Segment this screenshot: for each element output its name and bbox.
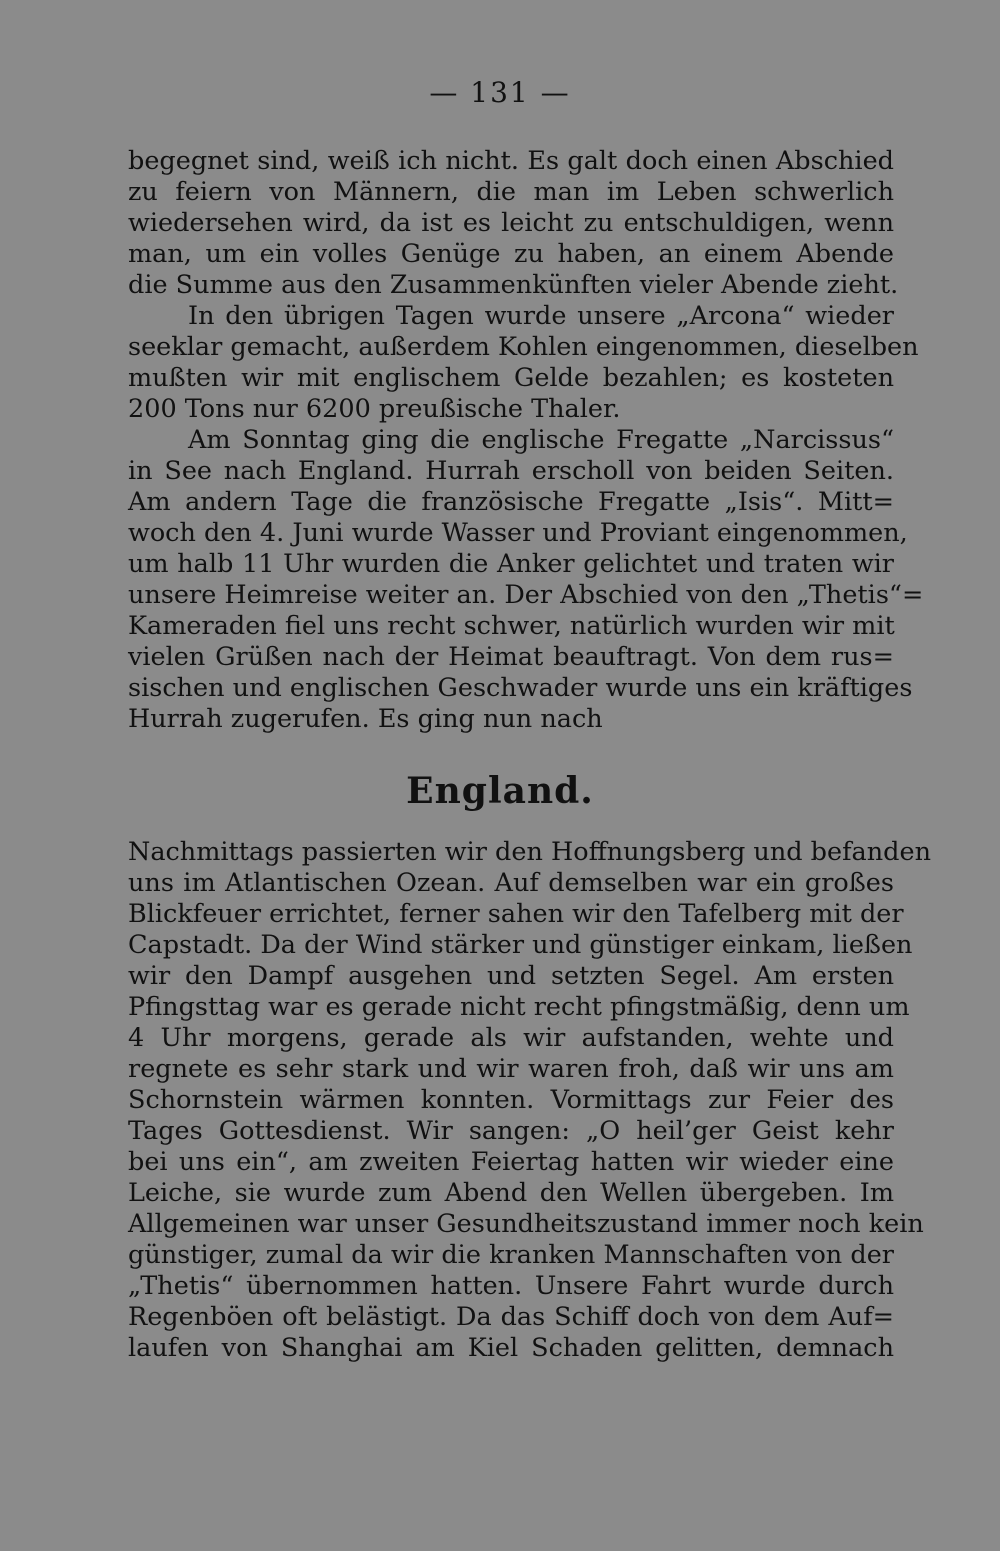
text-line: Tages Gottesdienst. Wir sangen: „O heil’ger Geist kehr xyxy=(128,1116,894,1146)
text-line: man, um ein volles Genüge zu haben, an einem Abende xyxy=(128,239,894,269)
text-line: 200 Tons nur 6200 preußische Thaler. xyxy=(128,394,621,424)
text-line: In den übrigen Tagen wurde unsere „Arcona“ wieder xyxy=(188,301,894,331)
text-line: Am Sonntag ging die englische Fregatte „Narcissus“ xyxy=(188,425,894,455)
text-line: Allgemeinen war unser Gesundheitszustand immer noch kein xyxy=(128,1209,924,1239)
text-line: wiedersehen wird, da ist es leicht zu entschuldigen, wenn xyxy=(128,208,894,238)
text-line: Leiche, sie wurde zum Abend den Wellen übergeben. Im xyxy=(128,1178,894,1208)
text-line: laufen von Shanghai am Kiel Schaden gelitten, demnach xyxy=(128,1333,894,1363)
text-line: 4 Uhr morgens, gerade als wir aufstanden, wehte und xyxy=(128,1023,894,1053)
text-line: bei uns ein“, am zweiten Feiertag hatten wir wieder eine xyxy=(128,1147,894,1177)
text-line: Nachmittags passierten wir den Hoffnungsberg und befanden xyxy=(128,837,932,867)
text-line: Blickfeuer errichtet, ferner sahen wir den Tafelberg mit der xyxy=(128,899,904,929)
text-line: Pfingsttag war es gerade nicht recht pfingstmäßig, denn um xyxy=(128,992,910,1022)
text-line: wir den Dampf ausgehen und setzten Segel. Am ersten xyxy=(128,961,894,991)
text-line: begegnet sind, weiß ich nicht. Es galt doch einen Abschied xyxy=(128,146,894,176)
text-line: uns im Atlantischen Ozean. Auf demselben war ein großes xyxy=(128,868,894,898)
text-line: seeklar gemacht, außerdem Kohlen eingenommen, dieselben xyxy=(128,332,919,362)
text-line: unsere Heimreise weiter an. Der Abschied von den „Thetis“= xyxy=(128,580,924,610)
text-line: vielen Grüßen nach der Heimat beauftragt. Von dem rus= xyxy=(128,642,894,672)
text-line: Capstadt. Da der Wind stärker und günstiger einkam, ließen xyxy=(128,930,913,960)
text-line: „Thetis“ übernommen hatten. Unsere Fahrt wurde durch xyxy=(128,1271,894,1301)
text-line: Hurrah zugerufen. Es ging nun nach xyxy=(128,704,603,734)
page-number: — 131 — xyxy=(429,76,571,109)
text-block-bottom xyxy=(128,837,932,1364)
text-line: Kameraden fiel uns recht schwer, natürlich wurden wir mit xyxy=(128,611,895,641)
text-line: zu feiern von Männern, die man im Leben schwerlich xyxy=(128,177,894,207)
text-line: mußten wir mit englischem Gelde bezahlen; es kosteten xyxy=(128,363,894,393)
text-line: um halb 11 Uhr wurden die Anker gelichtet und traten wir xyxy=(128,549,894,579)
text-line: woch den 4. Juni wurde Wasser und Proviant eingenommen, xyxy=(128,518,908,548)
text-line: Regenböen oft belästigt. Da das Schiff doch von dem Auf= xyxy=(128,1302,894,1332)
text-line: günstiger, zumal da wir die kranken Mannschaften von der xyxy=(128,1240,894,1270)
text-line: in See nach England. Hurrah erscholl von beiden Seiten. xyxy=(128,456,894,486)
text-block-top xyxy=(128,146,924,735)
text-line: Am andern Tage die französische Fregatte „Isis“. Mitt= xyxy=(128,487,894,517)
text-line: die Summe aus den Zusammenkünften vieler Abende zieht. xyxy=(128,270,899,300)
section-heading: England. xyxy=(406,770,594,812)
text-line: regnete es sehr stark und wir waren froh, daß wir uns am xyxy=(128,1054,894,1084)
text-line: Schornstein wärmen konnten. Vormittags zur Feier des xyxy=(128,1085,894,1115)
text-line: sischen und englischen Geschwader wurde uns ein kräftiges xyxy=(128,673,913,703)
